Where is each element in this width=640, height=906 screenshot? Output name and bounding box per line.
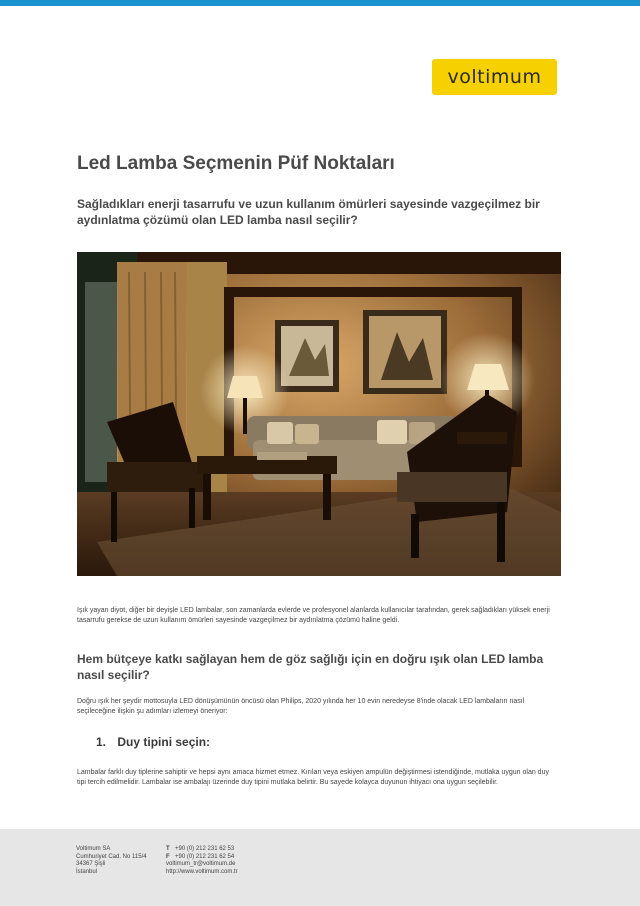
step-heading xyxy=(96,735,210,749)
footer-phone: +90 (0) 212 231 62 53 xyxy=(175,846,235,852)
footer-street: Cumhuriyet Cad. No 115/4 xyxy=(76,853,147,860)
footer-city: 34367 Şişli xyxy=(76,861,106,867)
step-number: 1. xyxy=(96,735,107,749)
section-heading: Hem bütçeye katkı sağlayan hem de göz sağlığı için en doğru ışık olan LED lamba nasıl seçilir? xyxy=(77,652,544,682)
footer-company: Voltimum SA xyxy=(76,846,111,852)
footer-fax: +90 (0) 212 231 62 54 xyxy=(175,853,235,860)
fax-label: F xyxy=(166,853,170,860)
footer-website-link[interactable]: http://www.voltimum.com.tr xyxy=(166,868,238,875)
article-subtitle: Sağladıkları enerji tasarrufu ve uzun kullanım ömürleri sayesinde vazgeçilmez bir aydınlatma çözümü olan LED lamba nasıl seçilir? xyxy=(77,197,540,227)
logo-text: voltimum xyxy=(447,66,542,88)
footer-address xyxy=(76,846,147,876)
page-footer xyxy=(0,829,640,906)
footer-fax-line xyxy=(166,854,238,862)
step-paragraph: Lambalar farklı duy tiplerine sahiptir ve hepsi aynı amaca hizmet etmez. Kırılan veya eskiyen ampulün değiştirmesi istendiğinde, mutlaka uygun olan duy tipi tercih edilmelidir. Lambalar ise ambalajı üzerinde duy tipini mutlaka belirtir. Bu sayede kolayca duyunun ihtiyacı ona uygun seçilebilir. xyxy=(77,769,549,786)
intro-paragraph: Işık yayan diyot, diğer bir deyişle LED lambalar, son zamanlarda evlerde ve profesyonel alanlarda kullanıcılar tarafından, gerek sağladıkları yüksek enerji tasarrufu gerekse de uzun kullanım ömürleri sayesinde vazgeçilmez bir aydınlatma çözümü haline geldi. xyxy=(77,607,550,624)
step-title: Duy tipini seçin: xyxy=(117,735,211,749)
section-paragraph: Doğru ışık her şeydir mottosuyla LED dönüşümünün öncüsü olan Philips, 2020 yılında her 10 evin neredeyse 8'inde olacak LED lambaların nasıl seçileceğine ilişkin şu adımları izlemeyi öneriyor: xyxy=(77,698,525,715)
footer-phone-line xyxy=(166,846,238,854)
phone-label: T xyxy=(166,846,170,852)
living-room-photo xyxy=(77,252,561,576)
footer-region: İstanbul xyxy=(76,868,98,875)
footer-contact xyxy=(166,846,238,876)
voltimum-logo[interactable] xyxy=(432,59,557,95)
article-title: Led Lamba Seçmenin Püf Noktaları xyxy=(77,153,395,174)
footer-email[interactable]: voltimum_tr@voltimum.de xyxy=(166,861,236,867)
top-accent-bar xyxy=(0,0,640,6)
